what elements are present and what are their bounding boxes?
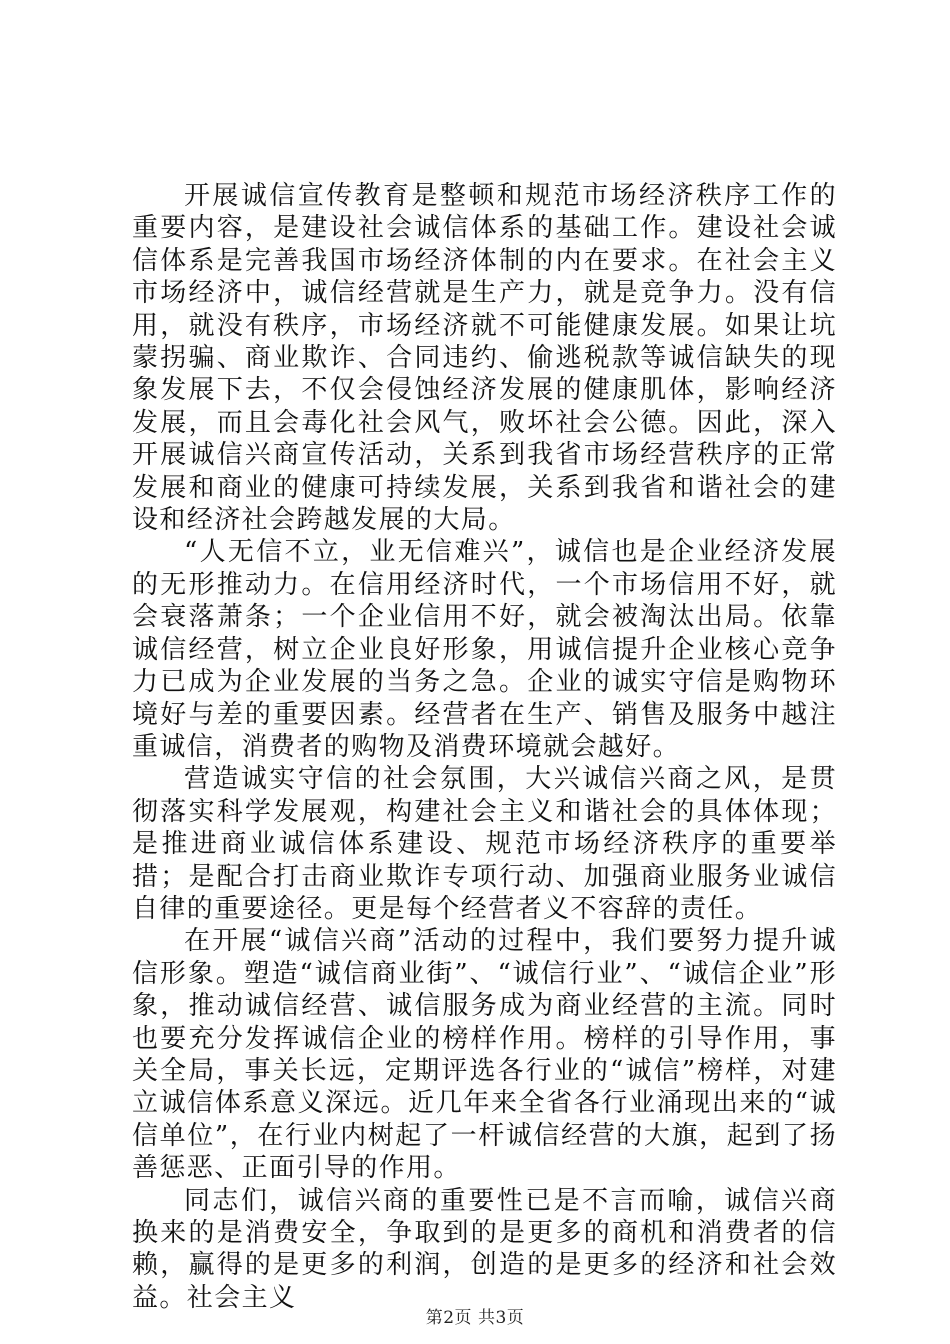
paragraph-1: 开展诚信宣传教育是整顿和规范市场经济秩序工作的重要内容，是建设社会诚信体系的基础工作。建设社会诚信体系是完善我国市场经济体制的内在要求。在社会主义市场经济中，诚信经营就是生产力，就是竞争力。没有信用，就没有秩序，市场经济就不可能健康发展。如果让坑蒙拐骗、商业欺诈、合同违约、偷逃税款等诚信缺失的现象发展下去，不仅会侵蚀经济发展的健康肌体，影响经济发展，而且会毒化社会风气，败坏社会公德。因此，深入开展诚信兴商宣传活动，关系到我省市场经营秩序的正常发展和商业的健康可持续发展，关系到我省和谐社会的建设和经济社会跨越发展的大局。 bbox=[132, 181, 837, 536]
paragraph-3: 营造诚实守信的社会氛围，大兴诚信兴商之风，是贯彻落实科学发展观，构建社会主义和谐社会的具体体现；是推进商业诚信体系建设、规范市场经济秩序的重要举措；是配合打击商业欺诈专项行动、加强商业服务业诚信自律的重要途径。更是每个经营者义不容辞的责任。 bbox=[132, 764, 837, 924]
document-body bbox=[132, 180, 837, 1314]
page-footer: 第2页 共3页 bbox=[425, 1308, 525, 1328]
paragraph-4: 在开展“诚信兴商”活动的过程中，我们要努力提升诚信形象。塑造“诚信商业街”、“诚信行业”、“诚信企业”形象，推动诚信经营、诚信服务成为商业经营的主流。同时也要充分发挥诚信企业的榜样作用。榜样的引导作用，事关全局，事关长远，定期评选各行业的“诚信”榜样，对建立诚信体系意义深远。近几年来全省各行业涌现出来的“诚信单位”，在行业内树起了一杆诚信经营的大旗，起到了扬善惩恶、正面引导的作用。 bbox=[132, 926, 837, 1184]
paragraph-5: 同志们，诚信兴商的重要性已是不言而喻，诚信兴商换来的是消费安全，争取到的是更多的商机和消费者的信赖，赢得的是更多的利润，创造的是更多的经济和社会效益。社会主义 bbox=[132, 1185, 837, 1313]
paragraph-2: “人无信不立，业无信难兴”，诚信也是企业经济发展的无形推动力。在信用经济时代，一个市场信用不好，就会衰落萧条；一个企业信用不好，就会被淘汰出局。依靠诚信经营，树立企业良好形象，用诚信提升企业核心竞争力已成为企业发展的当务之急。企业的诚实守信是购物环境好与差的重要因素。经营者在生产、销售及服务中越注重诚信，消费者的购物及消费环境就会越好。 bbox=[132, 537, 837, 762]
